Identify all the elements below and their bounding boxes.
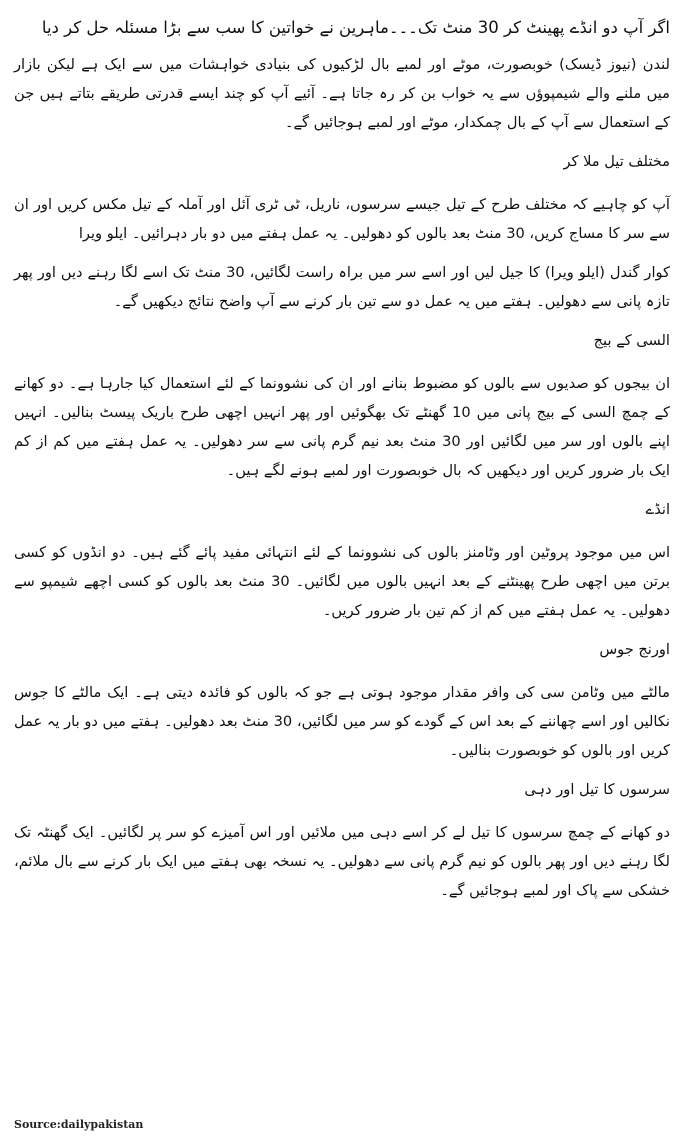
section-paragraph: ان بیجوں کو صدیوں سے بالوں کو مضبوط بنانے اور ان کی نشوونما کے لئے استعمال کیا جارہا ہے۔ دو کھانے کے چمچ السی کے بیج پانی میں 10 گھنٹے تک بھگوئیں اور پھر انہیں اچھی طرح باریک پیسٹ بنالیں۔ انہیں اپنے بالوں اور سر میں لگائیں اور 30 منٹ بعد نیم گرم پانی سے سر دھولیں۔ یہ عمل ہفتے میں کم از کم ایک بار ضرور کریں اور دیکھیں کہ بال خوبصورت اور لمبے ہونے لگے ہیں۔: [14, 375, 671, 479]
section-paragraph: کوار گندل (ایلو ویرا) کا جیل لیں اور اسے سر میں براہ راست لگائیں، 30 منٹ تک اسے لگا رہنے دیں اور پھر تازہ پانی سے دھولیں۔ ہفتے میں یہ عمل دو سے تین بار کرنے سے آپ واضح نتائج دیکھیں گے۔: [14, 264, 670, 310]
source-credit: Source:dailypakistan: [14, 1118, 144, 1131]
section-heading-mixed-oils: مختلف تیل ملا کر: [563, 153, 670, 170]
section-paragraph: مالٹے میں وٹامن سی کی وافر مقدار موجود ہوتی ہے جو کہ بالوں کو فائدہ دیتی ہے۔ ایک مالٹے کا جوس نکالیں اور اسے چھاننے کے بعد اس کے گودے کو سر میں لگائیں، 30 منٹ بعد دھولیں۔ ہفتے میں دو بار یہ عمل کریں اور بالوں کو خوبصورت بنالیں۔: [14, 684, 670, 759]
section-heading-mustard-oil-yogurt: سرسوں کا تیل اور دہی: [524, 781, 670, 798]
article-intro: لندن (نیوز ڈیسک) خوبصورت، موٹے اور لمبے بال لڑکیوں کی بنیادی خواہشات میں سے ایک ہے لیکن بازار میں ملنے والے شیمپوؤں سے یہ خواب بن کر رہ جاتا ہے۔ آئیے آپ کو چند ایسے قدرتی طریقے بتاتے ہیں جن کے استعمال سے آپ کے بال چمکدار، موٹے اور لمبے ہوجائیں گے۔: [14, 56, 670, 131]
section-heading-eggs: انڈے: [645, 501, 670, 518]
article-title: اگر آپ دو انڈے پھینٹ کر 30 منٹ تک۔۔۔ماہرین نے خواتین کا سب سے بڑا مسئلہ حل کر دیا: [41, 18, 670, 37]
section-paragraph: اس میں موجود پروٹین اور وٹامنز بالوں کی نشوونما کے لئے انتہائی مفید پائے گئے ہیں۔ دو انڈوں کو کسی برتن میں اچھی طرح پھینٹنے کے بعد انہیں بالوں میں لگائیں۔ 30 منٹ بعد بالوں کو کسی اچھے شیمپو سے دھولیں۔ یہ عمل ہفتے میں کم از کم تین بار ضرور کریں۔: [14, 544, 670, 619]
section-heading-orange-juice: اورنج جوس: [599, 641, 670, 658]
section-heading-flaxseed: السی کے بیج: [593, 332, 670, 349]
section-paragraph: دو کھانے کے چمچ سرسوں کا تیل لے کر اسے دہی میں ملائیں اور اس آمیزے کو سر پر لگائیں۔ ایک گھنٹہ تک لگا رہنے دیں اور پھر بالوں کو نیم گرم پانی سے دھولیں۔ یہ نسخہ بھی ہفتے میں ایک بار کرنے سے بال ملائم، خشکی سے پاک اور لمبے ہوجائیں گے۔: [14, 824, 670, 899]
section-paragraph: آپ کو چاہیے کہ مختلف طرح کے تیل جیسے سرسوں، ناریل، ٹی ٹری آئل اور آملہ کے تیل مکس کریں اور ان سے سر کا مساج کریں، 30 منٹ بعد بالوں کو دھولیں۔ یہ عمل ہفتے میں دو بار دہرائیں۔ ایلو ویرا: [14, 196, 670, 242]
